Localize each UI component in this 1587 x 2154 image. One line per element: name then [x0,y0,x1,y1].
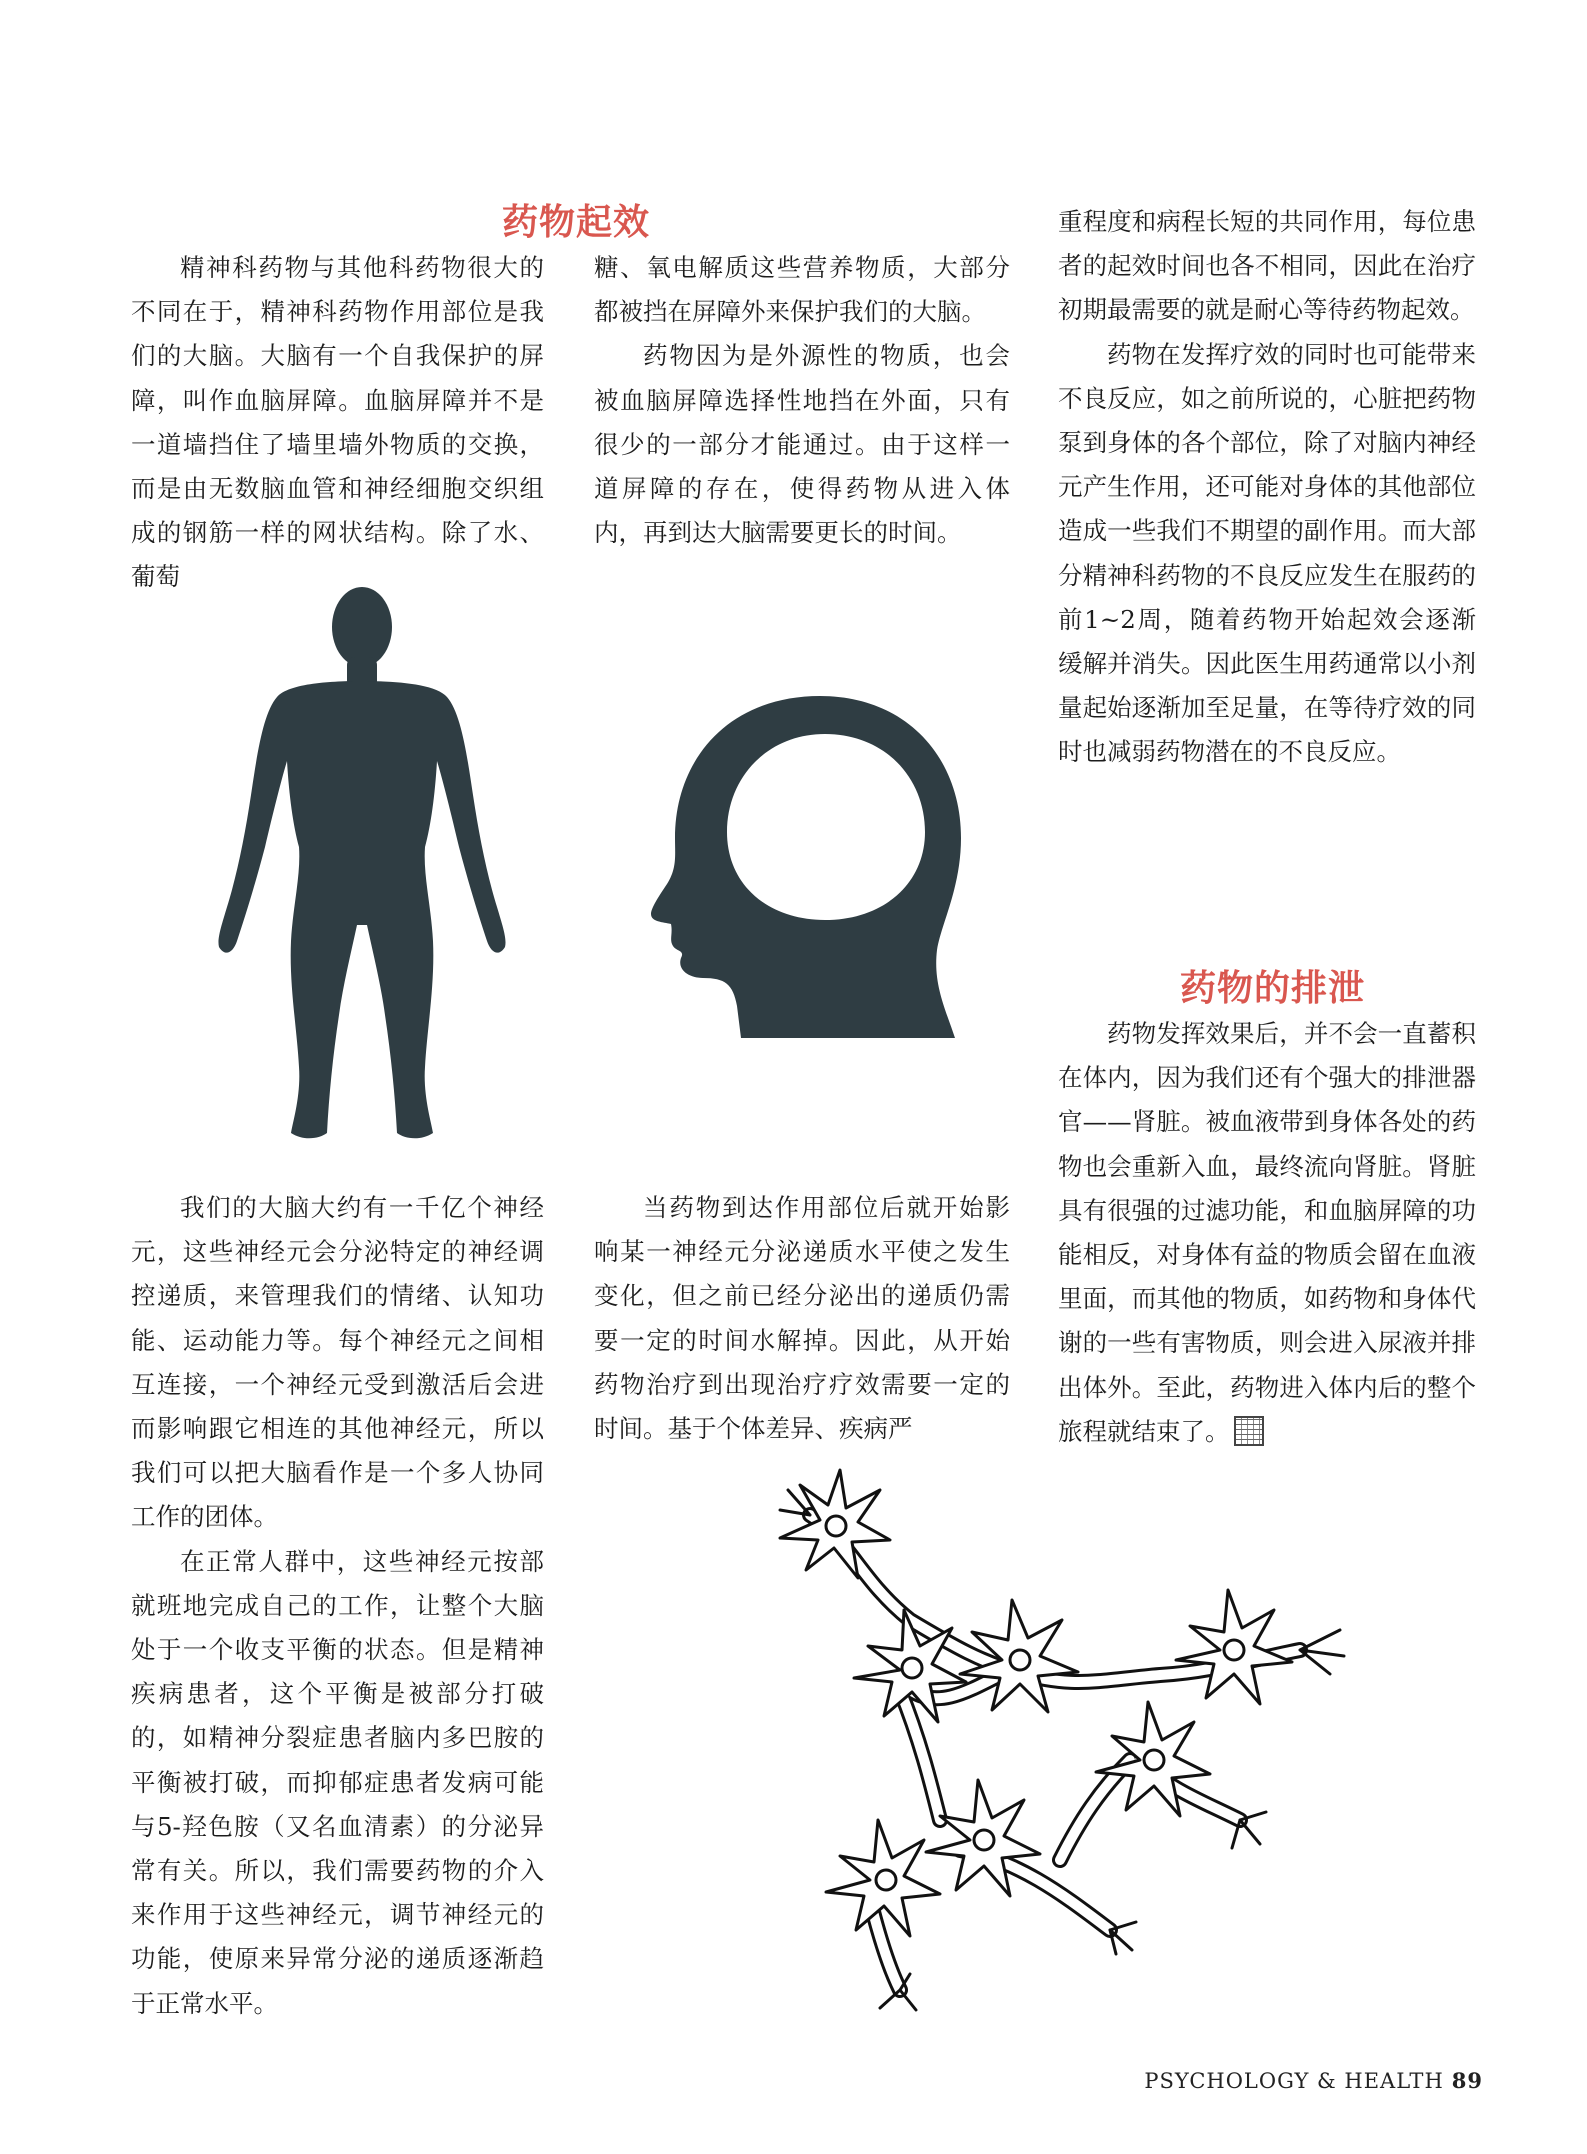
neuron-network-icon [740,1460,1390,2020]
magazine-name: PSYCHOLOGY & HEALTH [1144,2069,1444,2093]
paragraph: 当药物到达作用部位后就开始影响某一神经元分泌递质水平使之发生变化，但之前已经分泌出的递质仍需要一定的时间水解掉。因此，从开始药物治疗到出现治疗疗效需要一定的时间。基于个体差异、疾病严 [594,1193,1010,1444]
section-title-excretion: 药物的排泄 [1180,967,1366,1009]
col3-excretion-text [1058,1012,1476,1454]
paragraph: 药物在发挥疗效的同时也可能带来不良反应，如之前所说的，心脏把药物泵到身体的各个部位，除了对脑内神经元产生作用，还可能对身体的其他部位造成一些我们不期望的副作用。而大部分精神科药物的不良反应发生在服药的前1~2周，随着药物开始起效会逐渐缓解并消失。因此医生用药通常以小剂量起始逐渐加至足量，在等待疗效的同时也减弱药物潜在的不良反应。 [1058,339,1476,767]
paragraph: 药物因为是外源性的物质，也会被血脑屏障选择性地挡在外面，只有很少的一部分才能通过。由于这样一道屏障的存在，使得药物从进入体内，再到达大脑需要更长的时间。 [594,341,1010,548]
col1-bottom-text [131,1186,544,2026]
paragraph: 精神科药物与其他科药物很大的不同在于，精神科药物作用部位是我们的大脑。大脑有一个自我保护的屏障，叫作血脑屏障。血脑屏障并不是一道墙挡住了墙里墙外物质的交换，而是由无数脑血管和神经细胞交织组成的钢筋一样的网状结构。除了水、葡萄 [131,253,544,592]
head-profile-icon [645,688,965,1038]
human-body-icon [215,585,510,1145]
col1-top-text [131,246,544,600]
paragraph: 药物发挥效果后，并不会一直蓄积在体内，因为我们还有个强大的排泄器官——肾脏。被血液带到身体各处的药物也会重新入血，最终流向肾脏。肾脏具有很强的过滤功能，和血脑屏障的功能相反，对身体有益的物质会留在血液里面，而其他的物质，如药物和身体代谢的一些有害物质，则会进入尿液并排出体外。至此，药物进入体内后的整个旅程就结束了。 [1058,1019,1476,1446]
page-number: 89 [1451,2068,1483,2093]
col2-top-text [594,246,1010,555]
paragraph: 我们的大脑大约有一千亿个神经元，这些神经元会分泌特定的神经调控递质，来管理我们的情绪、认知功能、运动能力等。每个神经元之间相互连接，一个神经元受到激活后会进而影响跟它相连的其他神经元，所以我们可以把大脑看作是一个多人协同工作的团体。 [131,1193,544,1532]
col2-bottom-text [594,1186,1010,1451]
paragraph: 在正常人群中，这些神经元按部就班地完成自己的工作，让整个大脑处于一个收支平衡的状态。但是精神疾病患者，这个平衡是被部分打破的，如精神分裂症患者脑内多巴胺的平衡被打破，而抑郁症患者发病可能与5-羟色胺（又名血清素）的分泌异常有关。所以，我们需要药物的介入来作用于这些神经元，调节神经元的功能，使原来异常分泌的递质逐渐趋于正常水平。 [131,1546,544,2018]
paragraph: 糖、氧电解质这些营养物质，大部分都被挡在屏障外来保护我们的大脑。 [594,253,1010,327]
end-mark-icon [1234,1416,1264,1446]
paragraph: 重程度和病程长短的共同作用，每位患者的起效时间也各不相同，因此在治疗初期最需要的就是耐心等待药物起效。 [1058,207,1476,325]
section-title-onset: 药物起效 [502,201,651,243]
page-footer [1144,2068,1483,2093]
col3-top-text [1058,200,1476,775]
